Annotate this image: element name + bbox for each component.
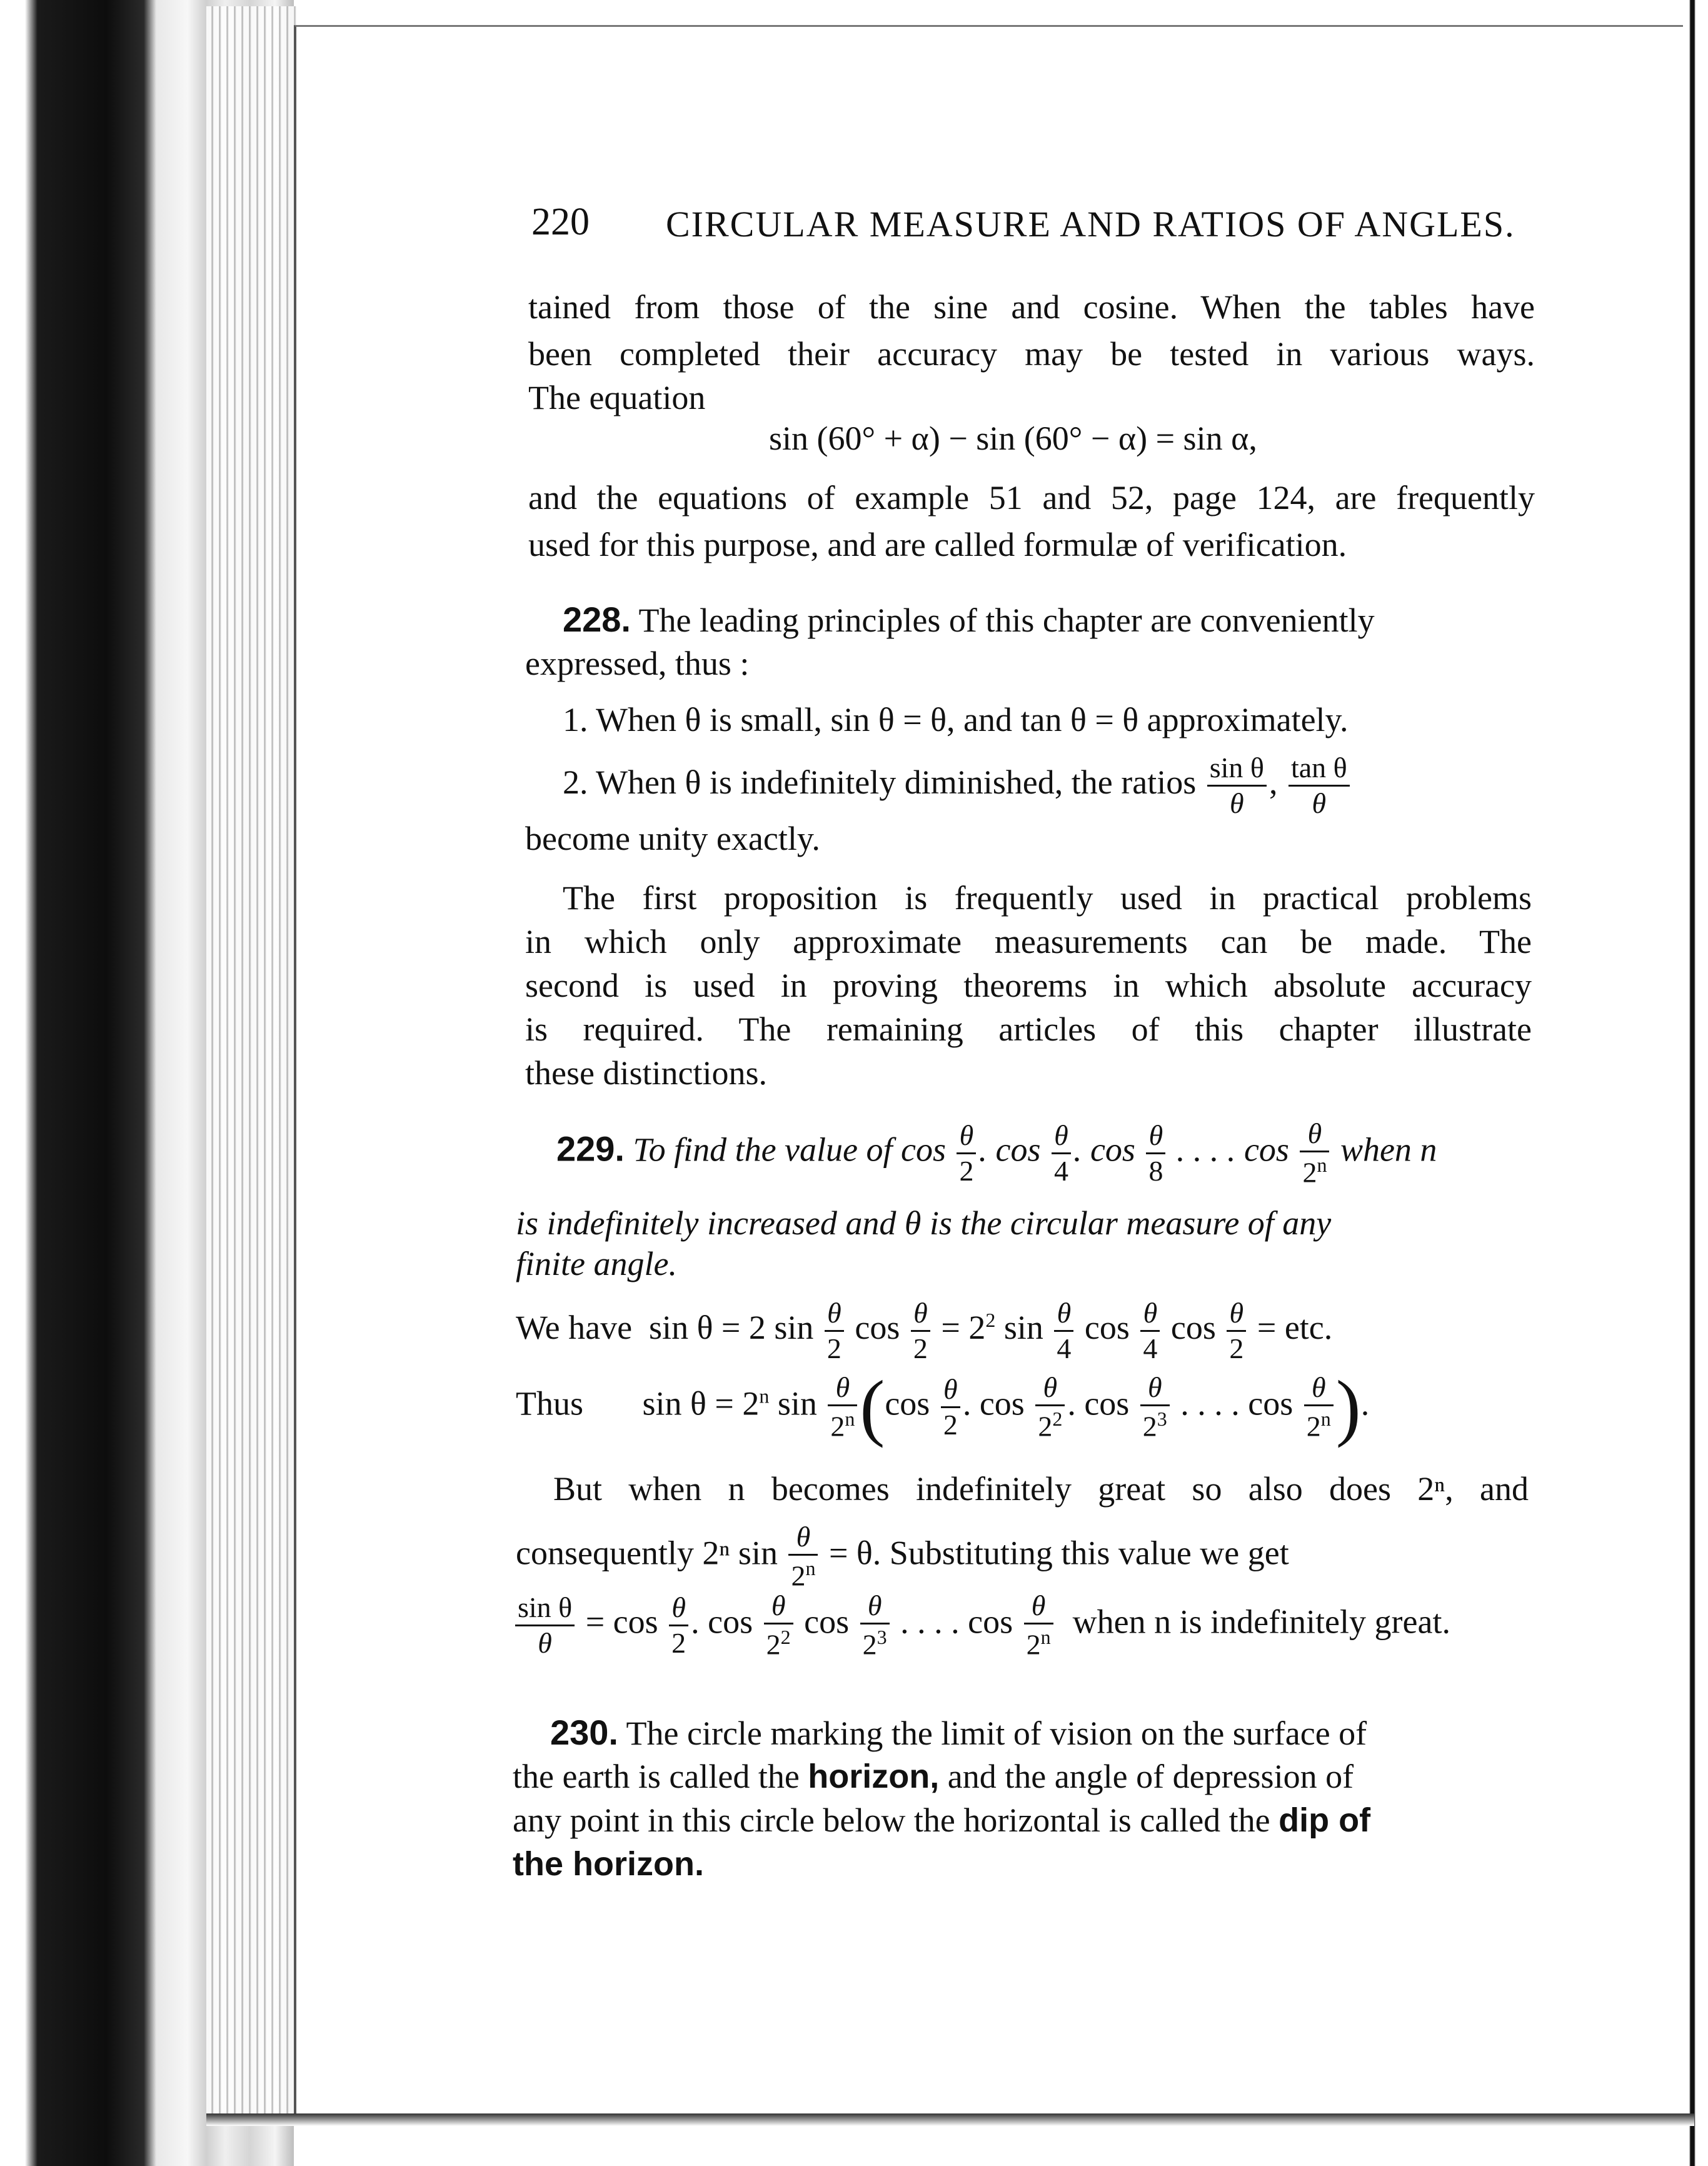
section-230-line-2b: and the angle of depression of [947,1758,1354,1795]
intro-line-1: tained from those of the sine and cosine. When the tables have [528,288,1535,326]
page-bottom-shadow [206,2113,1694,2126]
verification-equation: sin (60° + α) − sin (60° − α) = sin α, [769,420,1257,457]
section-number-230: 230. [550,1713,618,1752]
right-edge [1683,0,1708,2166]
section-230-line-3 [513,1798,1370,1843]
substituting-text: = θ. Substituting this value we get [828,1534,1289,1572]
frac-theta-8: $\frac{\theta}{8}$ [1146,1121,1165,1186]
ratio-sin-theta: $\frac{\text{sin θ}}{\theta}$ [1207,753,1267,818]
principle-1: 1. When θ is small, sin θ = θ, and tan θ = θ approximately. [563,701,1349,738]
section-228-para-3: second is used in proving theorems in which absolute accuracy [525,967,1532,1004]
intro-line-3: The equation [528,379,706,416]
ratio-tan-theta: $\frac{\text{tan θ}}{\theta}$ [1289,753,1350,818]
section-230-line-1 [550,1710,1525,1756]
term-the-horizon: the horizon. [513,1845,704,1883]
intro-line-5: used for this purpose, and are called formulæ of verification. [528,526,1347,563]
frac-theta-2n: $\frac{\theta}{2^n}$ [1300,1119,1329,1187]
result-equation: $\frac{\text{sin θ}}{\theta}$ = cos $\frac{\theta}{2}$ . cos $\frac{\theta}{2^2}$ cos $\frac{\theta}{2^3}$ . . . . cos $\frac{\theta}{2^n}$ when n is indefinitely great. [513,1591,1450,1659]
we-have-label: We have [516,1309,633,1346]
section-228-text: The leading principles of this chapter are conveniently [638,602,1375,639]
section-228-para-4: is required. The remaining articles of this chapter illustrate [525,1010,1532,1048]
section-228-line-2: expressed, thus : [525,645,750,682]
section-number-229: 229. [556,1129,625,1169]
principle-2: 2. When θ is indefinitely diminished, the ratios $\frac{\text{sin θ}}{\theta}$ , $\frac{\text{tan θ}}{\theta}$ [563,753,1352,818]
section-228-para-1: The first proposition is frequently used in practical problems [563,879,1532,917]
principle-2-text: 2. When θ is indefinitely diminished, the ratios [563,763,1197,801]
term-dip-of: dip of [1278,1801,1371,1839]
section-230-line-2a: the earth is called the [513,1758,800,1795]
thus-equation: Thus $\sin \theta = 2^n$ sin $\frac{\theta}{2^n}$ (cos $\frac{\theta}{2}$ . cos $\frac{\theta}{2^2}$ . cos $\frac{\theta}{2^3}$ . . . . cos $\frac{\theta}{2^n}$ ). [516,1365,1370,1448]
page-edges [206,6,300,2120]
we-have-equation: We have sin θ = 2 sin $\frac{\theta}{2}$ cos $\frac{\theta}{2}$ = $2^2$ sin $\frac{\theta}{4}$ cos $\frac{\theta}{4}$ cos $\frac{\theta}{2}$ = etc. [516,1297,1333,1365]
frac-theta-2: $\frac{\theta}{2}$ [957,1121,976,1186]
section-230-line-2 [513,1754,1354,1799]
thus-label: Thus [516,1384,583,1423]
consequently-text: consequently 2ⁿ sin [516,1534,778,1572]
intro-line-2: been completed their accuracy may be tested in various ways. [528,335,1535,373]
page-number: 220 [531,201,590,243]
section-number-228: 228. [563,600,631,639]
section-228-para-2: in which only approximate measurements can be made. The [525,923,1532,960]
running-title: CIRCULAR MEASURE AND RATIOS OF ANGLES. [666,204,1515,244]
term-horizon: horizon, [808,1758,940,1795]
result-tail: when n is indefinitely great. [1072,1603,1450,1641]
section-230-line-3a: any point in this circle below the horizontal is called the [513,1801,1270,1839]
frac-theta-4: $\frac{\theta}{4}$ [1052,1121,1071,1186]
section-229-title: 229. To find the value of cos $\frac{\theta}{2}$ . cos $\frac{\theta}{4}$ . cos $\frac{\theta}{8}$ . . . . cos $\frac{\theta}{2^n}$ when n [556,1117,1437,1189]
intro-line-4: and the equations of example 51 and 52, page 124, are frequently [528,479,1535,516]
section-229-line-3: finite angle. [516,1245,677,1282]
section-228-para-5: these distinctions. [525,1054,767,1092]
section-229-consequently: consequently 2ⁿ sin $\frac{\theta}{2^n}$ = θ. Substituting this value we get [516,1521,1289,1592]
principle-2-end: become unity exactly. [525,820,820,857]
section-229-but-line: But when n becomes indefinitely great so also does 2ⁿ, and [553,1470,1529,1508]
section-230-text: The circle marking the limit of vision on the surface of [626,1715,1367,1752]
section-229-title-b: when n [1340,1131,1437,1169]
section-228-line-1 [563,597,1535,643]
section-229-line-2: is indefinitely increased and θ is the circular measure of any [516,1204,1332,1242]
section-229-title-a: To find the value of cos [633,1131,946,1169]
